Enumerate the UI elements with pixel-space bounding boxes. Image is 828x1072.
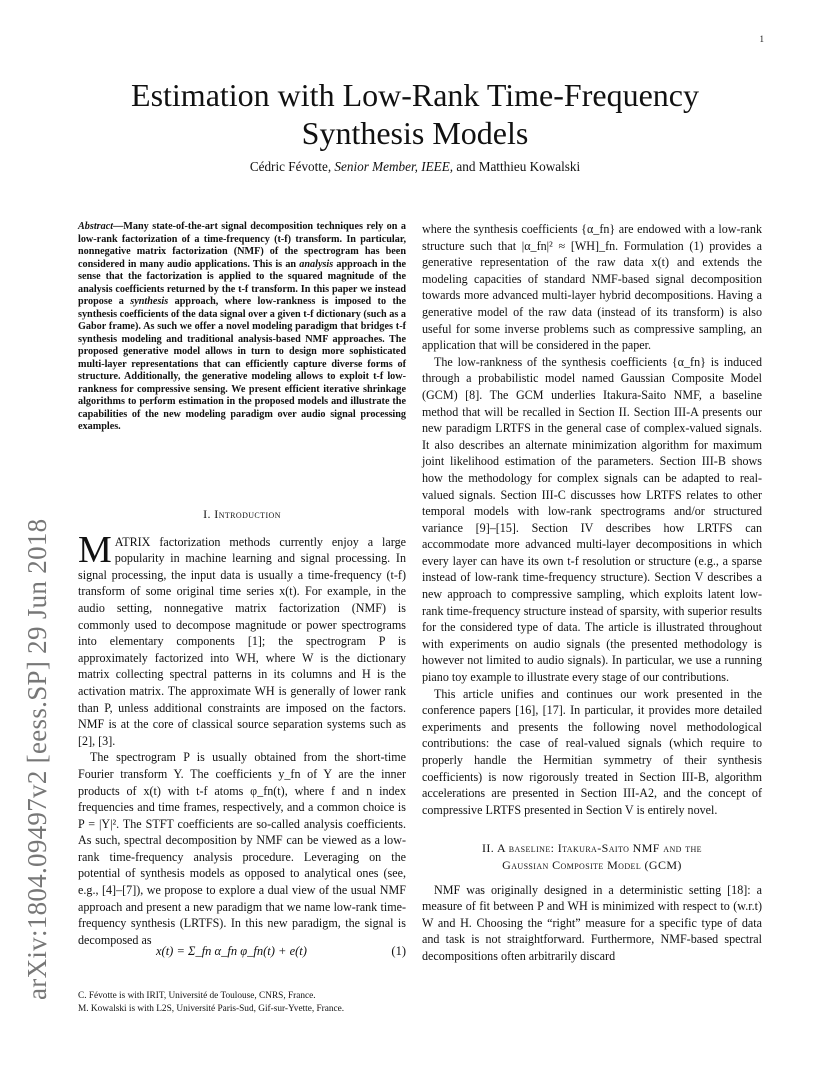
author-name: Cédric Févotte, (249, 159, 332, 174)
arxiv-sidebar (0, 0, 60, 1072)
drop-cap: M (78, 528, 112, 571)
paper-title: Estimation with Low-Rank Time-Frequency Synthesis Models (131, 77, 699, 151)
right-column (422, 221, 762, 965)
author-line (70, 159, 760, 175)
section-heading: I. Introduction (203, 507, 281, 521)
section-heading: II. A baseline: Itakura-Saito NMF and the (482, 841, 702, 856)
intro-paragraph: The spectrogram P is usually obtained from the short-time Fourier transform Y. The coefficients y_fn of Y are the inner products of x(t) with t-f atoms φ_fn(t), where f and n index frequencies and time frames, respectively, and a common choice is P = |Y|². The STFT coefficients are so-called analysis coefficients. As such, spectral decomposition by NMF can be viewed as a low-rank time-frequency analysis procedure. Leveraging on the potential of synthesis models as opposed to analytical ones (see, e.g., [4]–[7]), we propose to explore a dual view of the usual NMF approach and present a new paradigm that we name low-rank time-frequency synthesis (LRTFS). In this new paradigm, the signal is decomposed as (78, 750, 406, 947)
author-role: Senior Member, IEEE, (334, 159, 454, 174)
body-paragraph: This article unifies and continues our work presented in the conference papers [16], [17]. In particular, it provides more detailed experiments and presents the following novel methodological contributions: the case of real-valued signals (which require to properly handle the Hermitian symmetry of their synthesis coefficients) is now rigorously treated in Section III-B, algorithm accelerations are presented in Section III-A2, and the concept of compressive LRTFS presented in Section V is entirely novel. (422, 686, 762, 817)
page-number: 1 (759, 34, 764, 44)
abstract-emphasis: analysis (299, 258, 334, 270)
abstract-text: approach, where low-rankness is imposed to the synthesis coefficients of the data signal over a given t-f dictionary (such as a Gabor frame). As such we offer a novel modeling paradigm that bridges t-f synthesis modeling and traditional analysis-based NMF approaches. The proposed generative model allows in turn to design more sophisticated multi-layer representations that can efficiently capture diverse forms of structure. Additionally, the generative modeling allows to exploit t-f low-rankness for compressive sensing. We present efficient iterative shrinkage algorithms to perform estimation in the proposed models and illustrate the capabilities of the new modeling paradigm over audio signal processing examples. (78, 296, 407, 432)
abstract-emphasis: synthesis (130, 296, 169, 307)
abstract-label: Abstract (78, 221, 114, 232)
author-name: Matthieu Kowalski (478, 159, 581, 174)
footnotes (78, 990, 406, 1016)
body-paragraph: NMF was originally designed in a deterministic setting [18]: a measure of fit between P and WH is minimized with respect to (w.r.t) W and H. Choosing the “right” measure for a specific type of data and task is not straightforward. Furthermore, NMF-based spectral decompositions often arbitrarily discard (422, 882, 762, 963)
section-heading: Gaussian Composite Model (GCM) (502, 857, 682, 872)
equation-number: (1) (391, 944, 406, 958)
intro-text: ATRIX factorization methods currently enjoy a large popularity in machine learning and signal processing. In signal processing, the input data is usually a time-frequency (t-f) transform of some original time series x(t). For example, in the audio setting, nonnegative matrix factorization (NMF) is commonly used to decompose magnitude or power spectrograms into elementary components [1]; the spectrogram P is approximately factorized into WH, where W is the dictionary matrix collecting spectral patterns in its columns and H is the activation matrix. The approximate WH is generally of lower rank than P, unless additional constraints are imposed on the factors. NMF is at the core of classical source separation systems such as [2], [3]. (78, 534, 406, 748)
abstract (78, 221, 406, 434)
equation-body: x(t) = Σ_fn α_fn φ_fn(t) + e(t) (156, 944, 307, 958)
intro-paragraph (78, 528, 406, 750)
footnote: M. Kowalski is with L2S, Université Paris-Sud, Gif-sur-Yvette, France. (78, 1004, 345, 1014)
equation-1 (78, 940, 406, 976)
body-paragraph: The low-rankness of the synthesis coefficients {α_fn} is induced through a probabilistic model named Gaussian Composite Model (GCM) [8]. The GCM underlies Itakura-Saito NMF, a baseline method that will be recalled in Section II. Section III-A presents our new paradigm LRTFS in the general case of complex-valued signals. It also describes an alternate minimization algorithm for maximum joint likelihood estimation of the parameters. Section III-B shows how the methodology for complex signals can be adapted to real-valued signals. Section III-C discusses how LRTFS relates to other temporal models with low-rank spectrograms and/or structured variance [9]–[15]. Section IV describes how LRTFS can accommodate more advanced multi-layer decompositions in which every layer can have its own t-f resolution or structure (e.g., a sparse instead of low-rank time-frequency structure). Section V describes a new approach to compressive sampling, which exploits latent low-rank time-frequency structure instead of sparsity, with superior results for the considered type of data. The article is illustrated throughout with experiments on audio signals (the presented methodology is however not limited to audio signals). In particular, we use a running piano toy example to illustrate every stage of our contributions. (422, 354, 762, 685)
body-paragraph: where the synthesis coefficients {α_fn} are endowed with a low-rank structure such that |α_fn|² ≈ [WH]_fn. Formulation (1) provides a generative representation of the raw data x(t) and extends the modeling capacities of standard NMF-based signal decomposition towards more advanced multi-layer hybrid decompositions. Having a generative model of the raw data (instead of its transform) is also useful for some inverse problems such as compressive sampling, an application that will be considered in the paper. (422, 222, 762, 353)
left-column (78, 506, 406, 948)
arxiv-identifier: arXiv:1804.09497v2 [eess.SP] 29 Jun 2018 (22, 518, 52, 1000)
footnote: C. Févotte is with IRIT, Université de Toulouse, CNRS, France. (78, 991, 316, 1001)
abstract-text: Many state-of-the-art signal decomposition techniques rely on a low-rank factorization of a time-frequency (t-f) transform. In particular, nonnegative matrix factorization (NMF) of the spectrogram has been considered in many audio applications. This is an (78, 221, 406, 270)
abstract-dash: — (113, 221, 124, 232)
abstract-text: approach in the sense that the factorization is applied to the squared magnitude of the analysis coefficients returned by the t-f transform. In this paper we instead propose a (78, 258, 407, 307)
author-connector: and (456, 159, 476, 174)
